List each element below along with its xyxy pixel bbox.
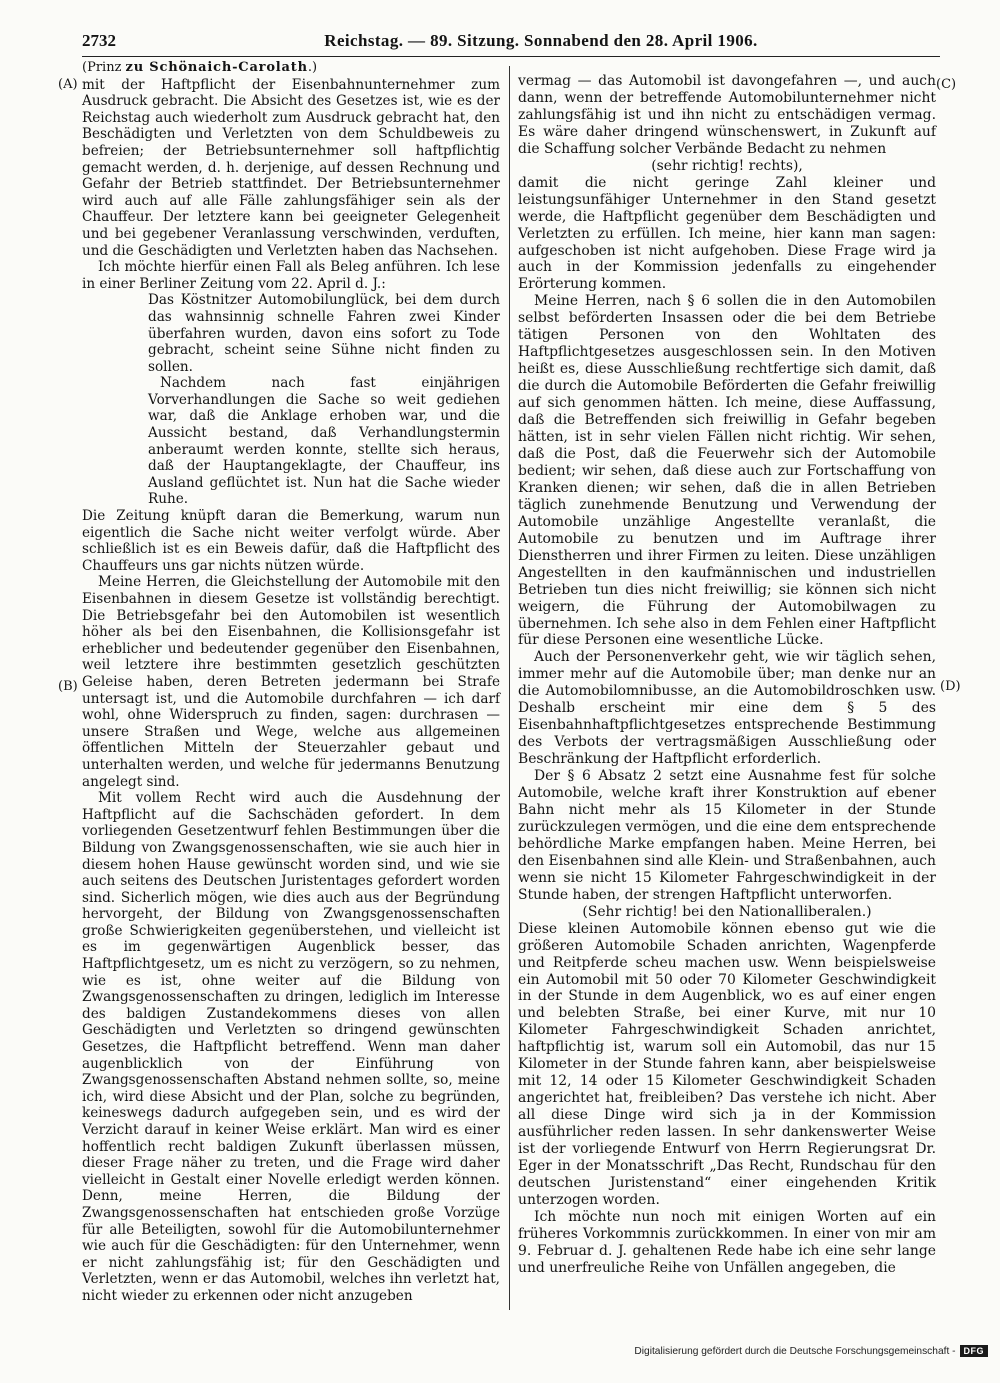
digitization-credit: [588, 1343, 988, 1359]
speaker-prefix: (Prinz: [82, 60, 126, 75]
speaker-line: [82, 60, 500, 77]
speaker-suffix: .): [307, 60, 318, 75]
margin-marker-d: (D): [940, 679, 961, 694]
interjection: (sehr richtig! rechts),: [651, 157, 803, 174]
paragraph: mit der Haftpflicht der Eisenbahnunternehmer zum Ausdruck gebracht. Die Absicht des Gesetzes ist, wie es der Reichstag auch wiederholt zum Ausdruck gebracht hat, den Beschädigten und Verletzten von dem Schuldbeweis zu befreien; der Betriebsunternehmer soll haftpflichtig gemacht werden, d. h. derjenige, auf dessen Rechnung und Gefahr der Betrieb stattfindet. Der Betriebsunternehmer wird auch auf alle Fälle zahlungsfähiger sein als der Chauffeur. Der letztere kann bei geeigneter Gelegenheit und bei gegebener Veranlassung verschwinden, verduften, und die Geschädigten und Verletzten haben das Nachsehen.: [82, 76, 500, 259]
credit-text: Digitalisierung gefördert durch die Deutsche Forschungsgemeinschaft -: [634, 1345, 956, 1357]
paragraph: Diese kleinen Automobile können ebenso gut wie die größeren Automobile Schaden anrichten, Wagenpferde und Reitpferde scheu machen usw. Wenn beispielsweise ein Automobil mit 50 oder 70 Kilometer Geschwindigkeit in der Stunde in dem Augenblick, wo es auf einer engen und belebten Straße, bei einer Kurve, mit nur 10 Kilometer Fahrgeschwindigkeit Schaden anrichtet, haftpflichtig ist, warum soll ein Automobil, das nur 15 Kilometer in der Stunde fahren kann, aber beispielsweise mit 12, 14 oder 15 Kilometer Geschwindigkeit Schaden angerichtet hat, freibleiben? Das verstehe ich nicht. Aber all diese Dinge wird sich ja in der Kommission ausführlicher reden lassen. In sehr dankenswerter Weise ist der vorliegende Entwurf von Herrn Regierungsrat Dr. Eger in der Monatsschrift „Das Recht, Rundschau für den deutschen Juristenstand“ einer eingehenden Kritik unterzogen worden.: [518, 920, 936, 1208]
paragraph: Der § 6 Absatz 2 setzt eine Ausnahme fest für solche Automobile, welche kraft ihrer Konstruktion auf ebener Bahn nicht mehr als 15 Kilometer in der Stunde zurückzulegen vermögen, und die eine dem entsprechende behördliche Marke empfangen haben. Meine Herren, bei den Eisenbahnen sind alle Klein- und Straßenbahnen, auch wenn sie nicht 15 Kilometer Fahrgeschwindigkeit in der Stunde haben, der strengen Haftpflicht unterworfen.: [518, 768, 936, 903]
quote-paragraph: Nachdem nach fast einjährigen Vorverhandlungen die Sache so weit gediehen war, daß die Anklage erhoben war, und die Aussicht bestand, daß Verhandlungstermin anberaumt werden konnte, stellte sich heraus, daß der Hauptangeklagte, der Chauffeur, ins Ausland geflüchtet ist. Nun hat die Sache wieder Ruhe.: [148, 375, 500, 508]
margin-marker-a: (A): [58, 77, 78, 92]
paragraph: Auch der Personenverkehr geht, wie wir täglich sehen, immer mehr auf die Automobile über; man denke nur an die Automobilomnibusse, an die Automobildroschken usw. Deshalb erscheint mir eine dem § 5 des Eisenbahnhaftpflichtgesetzes entsprechende Bestimmung des Verbots der vertragsmäßigen Ausschließung oder Beschränkung der Haftpflicht erforderlich.: [518, 649, 936, 768]
speaker-name: zu Schönaich-Carolath: [125, 60, 308, 75]
paragraph: Ich möchte nun noch mit einigen Worten auf ein früheres Vorkommnis zurückkommen. In einer von mir am 9. Februar d. J. gehaltenen Rede habe ich eine sehr lange und unerfreuliche Reihe von Unfällen angegeben, die: [518, 1208, 936, 1276]
paragraph: Meine Herren, die Gleichstellung der Automobile mit den Eisenbahnen in diesem Gesetze ist vollständig berechtigt. Die Betriebsgefahr bei den Automobilen ist wesentlich höher als bei den Eisenbahnen, die Kollisionsgefahr ist erheblicher und bedeutender gegenüber den Eisenbahnen, weil letztere ihre bestimmten gesetzlich geschützten Geleise haben, deren Betreten jedermann bei Strafe untersagt ist, und die Automobile durchfahren — ich darf wohl, ohne Widerspruch zu finden, sagen: durchrasen — unsere Straßen und Wege, welche aus allgemeinen öffentlichen Mitteln der Steuerzahler gebaut und unterhalten werden, und welche für jedermanns Benutzung angelegt sind.: [82, 574, 500, 790]
dfg-logo: DFG: [960, 1345, 989, 1357]
paragraph: Meine Herren, nach § 6 sollen die in den Automobilen selbst beförderten Insassen oder die bei dem Betriebe tätigen Personen von den Wohltaten des Haftpflichtgesetzes ausgeschlossen sein. In den Motiven heißt es, diese Ausschließung rechtfertige sich damit, daß die durch die Automobile Beförderten die Gefahr freiwillig auf sich genommen hätten. Ich meine, diese Auffassung, daß die Betreffenden sich freiwillig in Gefahr begeben hätten, ist in sehr vielen Fällen nicht richtig. Wir sehen, daß die Post, daß die Feuerwehr sich der Automobile bedient; wir sehen, daß diese auch zur Fortschaffung von Kranken dienen; wir sehen, daß die in allen Betrieben täglich zunehmende Benutzung und Verwendung der Automobile unzählige Angestellte veranlaßt, die Automobile zu benutzen und im Auftrage ihrer Dienstherren und ihrer Firmen zu leiten. Diese unzähligen Angestellten in den kaufmännischen und industriellen Betrieben tun dies nicht freiwillig; sie können sich nicht weigern, die Führung der Automobilwagen zu übernehmen. Ich sehe also in dem Fehlen einer Haftpflicht für diese Personen eine wesentliche Lücke.: [518, 293, 936, 649]
running-title: Reichstag. — 89. Sitzung. Sonnabend den 28. April 1906.: [324, 31, 758, 50]
paragraph: Mit vollem Recht wird auch die Ausdehnung der Haftpflicht auf die Sachschäden gefordert. In dem vorliegenden Gesetzentwurf fehlen Bestimmungen über die Bildung von Zwangsgenossenschaften, wie sie auch hier in diesem hohen Hause gewünscht worden sind, und wie sie auch seitens des Deutschen Juristentages gefordert worden sind. Sicherlich mögen, wie dies auch aus der Begründung hervorgeht, der Bildung von Zwangsgenossenschaften große Schwierigkeiten gegenüberstehen, und vielleicht ist es im gegenwärtigen Augenblick besser, das Haftpflichtgesetz, um es nicht zu verzögern, so zu nehmen, wie es ist, ohne weiter auf die Bildung von Zwangsgenossenschaften zu dringen, lediglich im Interesse des baldigen Zustandekommens dieses von allen Geschädigten und Verletzten so dringend gewünschten Gesetzes, die Haftpflicht betreffend. Wenn man daher augenblicklich von der Einführung von Zwangsgenossenschaften Abstand nehmen sollte, so, meine ich, wird diese Absicht und der Plan, solche zu begründen, keineswegs dadurch aufgegeben sein, und es wird der Verzicht darauf in keiner Weise erklärt. Man wird es einer hoffentlich recht baldigen Zukunft überlassen müssen, dieser Frage näher zu treten, und die Frage wird daher vielleicht in Gestalt einer Novelle erledigt werden können. Denn, meine Herren, die Bildung der Zwangsgenossenschaften hat entschieden große Vorzüge für alle Beteiligten, sowohl für die Automobilunternehmer wie auch für die Geschädigten: für den Unternehmer, wenn er nicht zahlungsfähig ist; für den Geschädigten und Verletzten, wenn er das Automobil, welches ihn verletzt hat, nicht wieder zu erkennen oder nicht anzugeben: [82, 790, 500, 1304]
newspaper-quote: [148, 292, 500, 508]
paragraph: damit die nicht geringe Zahl kleiner und leistungsunfähiger Unternehmer in den Stand gesetzt werde, die Haftpflicht gegenüber dem Beschädigten und Verletzten zu erfüllen. Ich meine, hier kann man sagen: aufgeschoben ist nicht aufgehoben. Diese Frage wird ja auch in der Kommission jedenfalls zu eingehender Erörterung kommen.: [518, 174, 936, 293]
header-rule: [82, 56, 940, 57]
page-number: 2732: [82, 31, 116, 50]
paragraph: Ich möchte hierfür einen Fall als Beleg anführen. Ich lese in einer Berliner Zeitung vom 22. April d. J.:: [82, 259, 500, 292]
margin-marker-b: (B): [58, 679, 78, 694]
paragraph: Die Zeitung knüpft daran die Bemerkung, warum nun eigentlich die Sache nicht weiter verfolgt würde. Aber schließlich ist es ein Beweis dafür, daß die Haftpflicht des Chauffeurs uns gar nichts nützen würde.: [82, 508, 500, 574]
left-column: [82, 60, 500, 1305]
page-header: [82, 28, 940, 54]
quote-paragraph: Das Köstnitzer Automobilunglück, bei dem durch das wahnsinnig schnelle Fahren zwei Kinder überfahren wurden, davon eins sofort zu Tode gebracht, scheint seine Sühne nicht finden zu sollen.: [148, 292, 500, 375]
interjection: (Sehr richtig! bei den Nationalliberalen.): [582, 903, 872, 920]
paragraph: vermag — das Automobil ist davongefahren —, und auch dann, wenn der betreffende Automobilunternehmer nicht zahlungsfähig ist und ihn nicht zu entschädigen vermag. Es wäre daher dringend wünschenswert, in Zukunft auf die Schaffung solcher Verbände Bedacht zu nehmen: [518, 73, 936, 157]
right-column: [518, 73, 936, 1277]
column-divider: [509, 66, 510, 1310]
margin-marker-c: (C): [936, 77, 957, 92]
